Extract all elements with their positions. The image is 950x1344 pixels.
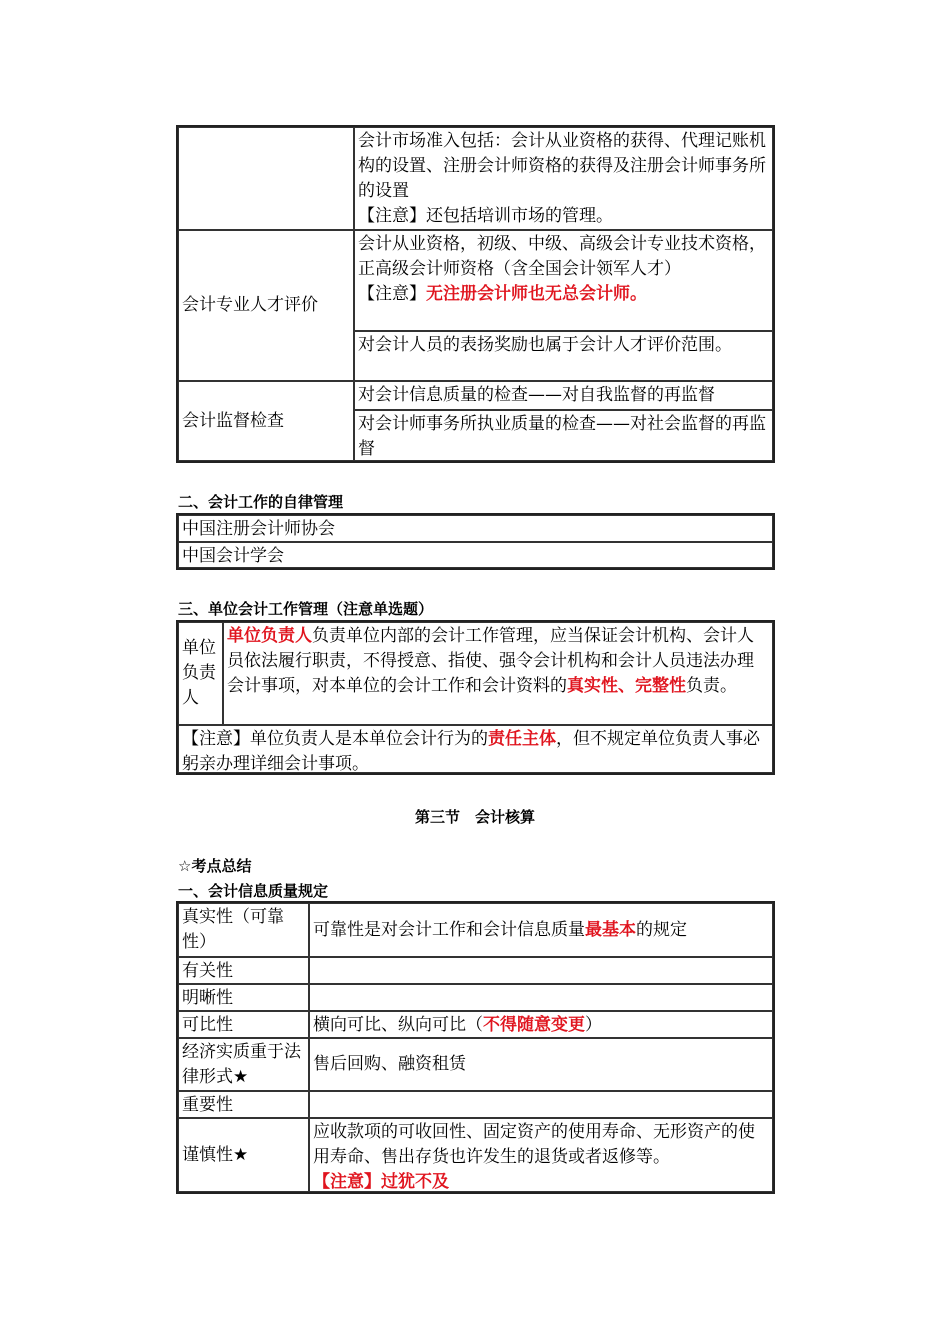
unit-head-label: 单位负责人 [182, 638, 216, 708]
truth-highlight: 真实性、完整性 [567, 676, 686, 696]
responsibility-highlight: 责任主体 [488, 729, 556, 749]
note-text: ，但不规定单位负责人事必躬亲办理详细会计事项。 [182, 729, 760, 773]
quality-check-text: 对会计信息质量的检查——对自我监督的再监督 [358, 385, 715, 405]
section-heading: 二、会计工作的自律管理 [178, 493, 344, 511]
note-prefix: 【注意】 [358, 284, 426, 304]
unit-head-end: 负责。 [686, 676, 737, 696]
table-row-label [178, 1118, 309, 1192]
chapter-title: 第三节 会计核算 [414, 808, 535, 826]
cell-text: 的规定 [636, 919, 687, 940]
table-cell [354, 230, 773, 331]
table-row-label [178, 381, 354, 461]
cell-highlight: 最基本 [585, 919, 636, 940]
cell-text: ） [585, 1015, 602, 1035]
cell-text: 横向可比、纵向可比（ [313, 1015, 483, 1035]
reward-text: 对会计人员的表扬奖励也属于会计人才评价范围。 [358, 335, 732, 355]
table-cell [354, 331, 773, 381]
talent-evaluation-label: 会计专业人才评价 [182, 295, 318, 315]
self-regulation-table [176, 513, 775, 570]
prudence-label: 谨慎性★ [182, 1144, 249, 1165]
table-row: 中国会计学会 [178, 542, 773, 568]
note-highlight: 无注册会计师也无总会计师。 [426, 284, 647, 304]
table-row-label: 可比性 [178, 1011, 309, 1038]
market-access-text: 会计市场准入包括：会计从业资格的获得、代理记账机构的设置、注册会计师资格的获得及注册会计师事务所的设置 [358, 131, 766, 201]
firm-check-text: 对会计师事务所执业质量的检查——对社会监督的再监督 [358, 414, 766, 459]
table-row-label: 真实性（可靠性） [178, 903, 309, 957]
info-quality-table [176, 901, 775, 1194]
table-cell [309, 1038, 773, 1091]
section-heading: 三、单位会计工作管理（注意单选题） [178, 600, 434, 618]
table-cell [309, 1118, 773, 1192]
table-cell [178, 725, 773, 773]
table-cell [354, 410, 773, 461]
table-row-label [178, 230, 354, 381]
unit-head-highlight: 单位负责人 [227, 626, 312, 646]
note-text: 【注意】还包括培训市场的管理。 [358, 206, 613, 226]
unit-head-text: 负责单位内部的会计工作管理，应当保证会计机构、会计人员依法履行职责，不得授意、指使、强令会计机构和会计人员违法办理会计事项，对本单位的会计工作和会计资料的 [227, 626, 754, 696]
regulation-table [176, 125, 775, 463]
table-row-label: 有关性 [178, 957, 309, 984]
table-cell [354, 127, 773, 230]
cell-text: 售后回购、融资租赁 [313, 1054, 466, 1074]
table-cell [309, 1091, 773, 1118]
note-text: 【注意】单位负责人是本单位会计行为的 [182, 729, 488, 749]
table-row: 中国注册会计师协会 [178, 515, 773, 542]
unit-management-table [176, 620, 775, 775]
cell-text: 应收款项的可收回性、固定资产的使用寿命、无形资产的使用寿命、售出存货也许发生的退货或者返修等。 [313, 1122, 755, 1167]
table-cell [309, 1011, 773, 1038]
cell-text: 可靠性是对会计工作和会计信息质量 [313, 919, 585, 940]
qualification-text: 会计从业资格，初级、中级、高级会计专业技术资格，正高级会计师资格（含全国会计领军人才） [358, 234, 766, 279]
table-cell [354, 381, 773, 410]
supervision-label: 会计监督检查 [182, 410, 284, 431]
cell-highlight: 不得随意变更 [483, 1015, 585, 1035]
table-cell [309, 903, 773, 957]
table-cell [309, 984, 773, 1011]
table-cell [223, 622, 773, 725]
table-row-label [178, 127, 354, 230]
table-row-label: 经济实质重于法律形式★ [178, 1038, 309, 1091]
table-cell [309, 957, 773, 984]
table-row-label: 重要性 [178, 1091, 309, 1118]
section-heading: 一、会计信息质量规定 [178, 882, 329, 900]
summary-title: ☆考点总结 [178, 857, 252, 875]
table-row-label: 明晰性 [178, 984, 309, 1011]
cell-highlight: 【注意】过犹不及 [313, 1172, 449, 1192]
table-row-label [178, 622, 223, 725]
